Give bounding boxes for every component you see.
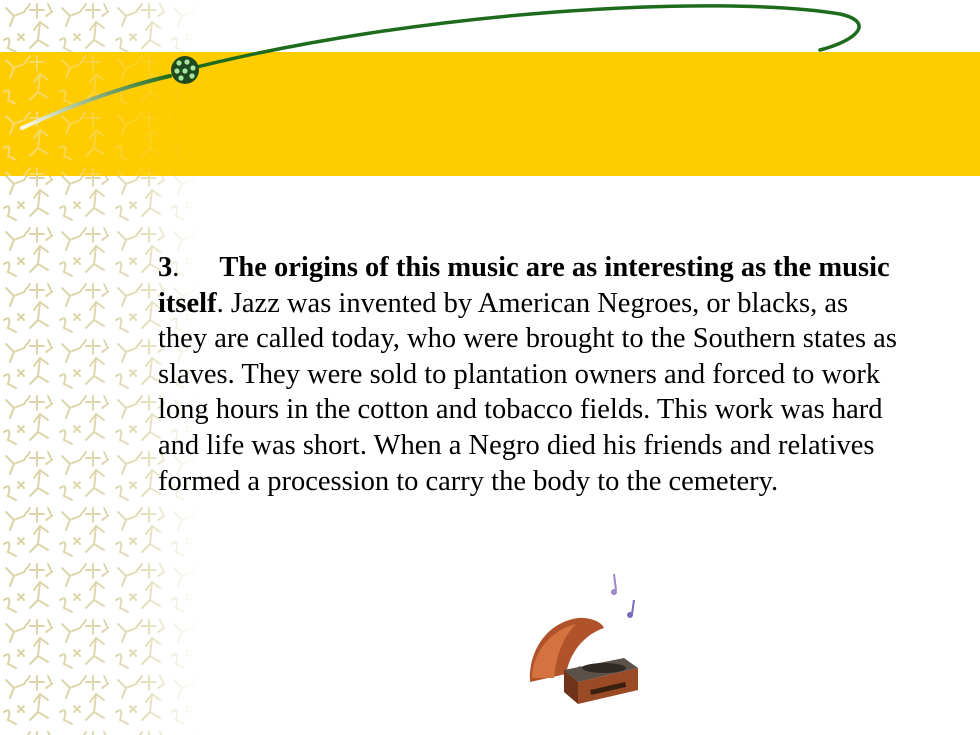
paragraph-lead: The origins of this music are as interesting as the music itself (158, 252, 890, 319)
music-note-icon (611, 574, 634, 618)
body-paragraph (158, 250, 898, 499)
paragraph-number: 3 (158, 252, 173, 283)
paragraph-number-punct: . (172, 252, 180, 283)
green-swoosh-decoration (0, 0, 980, 180)
paragraph-rest: . Jazz was invented by American Negroes, or blacks, as they are called today, who were brought to the Southern states as slaves. They were sold to plantation owners and forced to work long hours in the cotton and tobacco fields. This work was hard and life was short. When a Negro died his friends and relatives formed a procession to carry the body to the cemetery. (158, 287, 897, 497)
green-dotted-ball-icon (171, 56, 199, 84)
gramophone-icon (520, 570, 670, 710)
